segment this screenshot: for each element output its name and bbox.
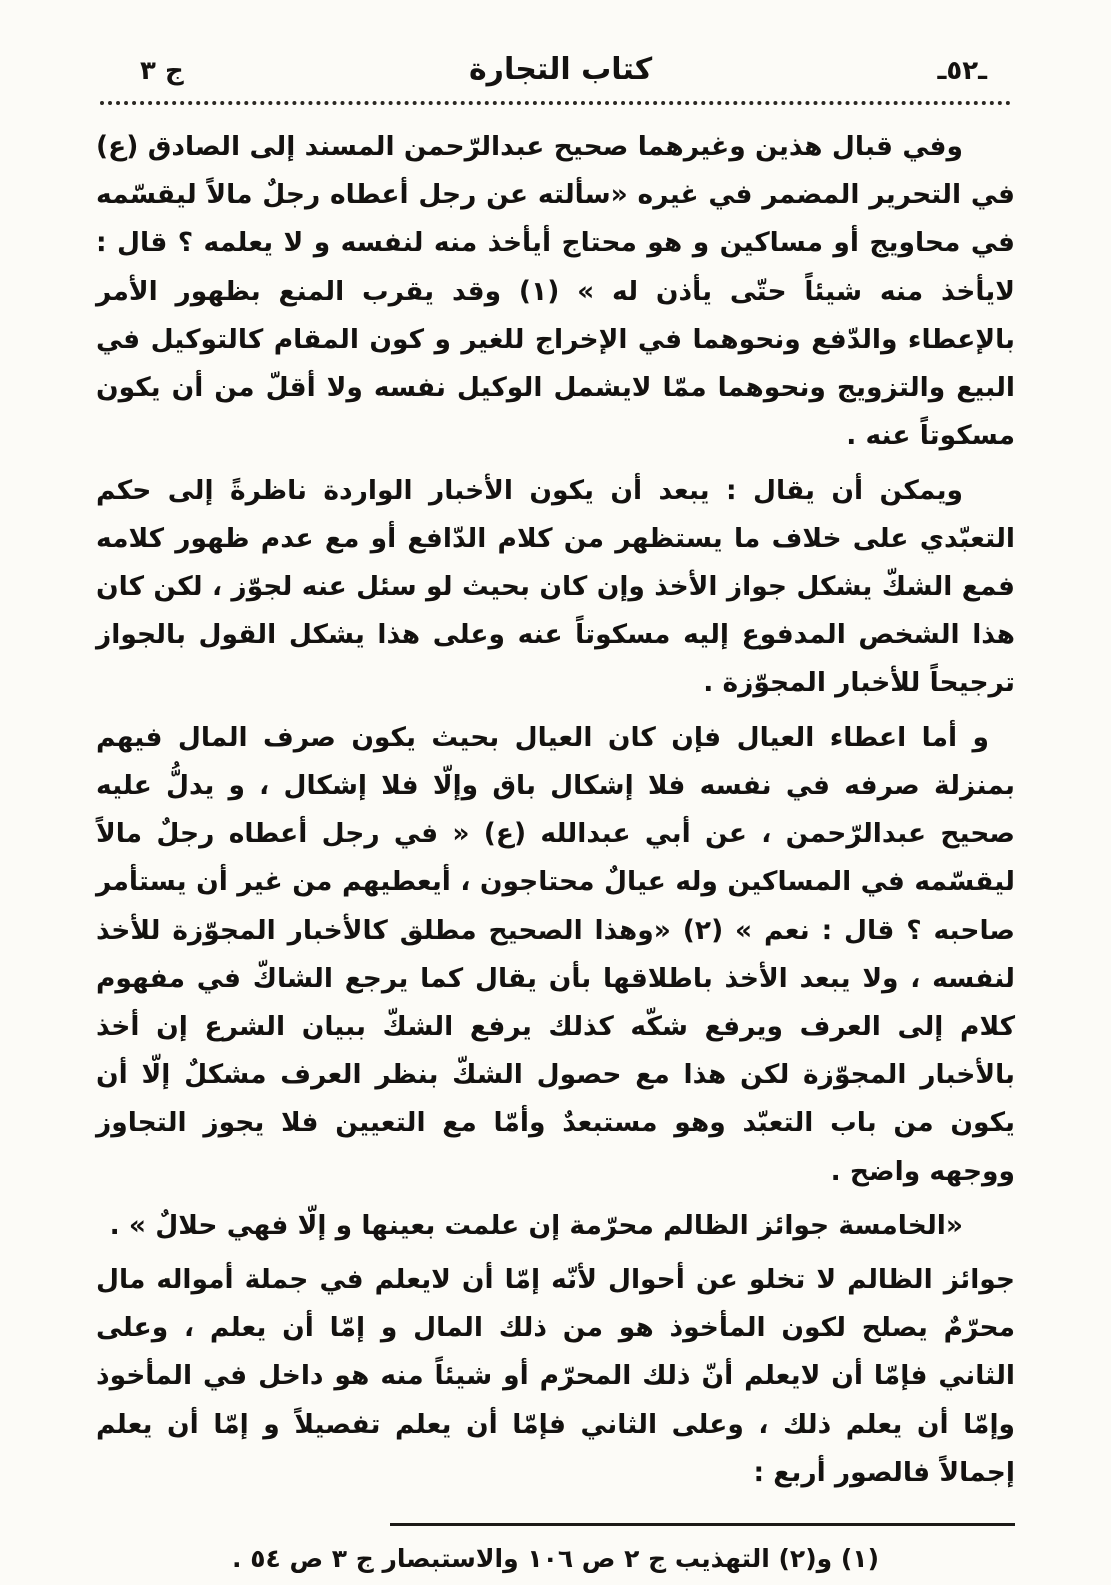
paragraph-3: و أما اعطاء العيال فإن كان العيال بحيث يكون صرف المال فيهم بمنزلة صرفه في نفسه فلا إشكال باق وإلّا فلا إشكال ، و يدلُّ عليه صحيح عبدالرّحمن ، عن أبي عبدالله (ع) « في رجل أعطاه رجلٌ مالاً ليقسّمه في المساكين وله عيالٌ محتاجون ، أيعطيهم من غير أن يستأمر صاحبه ؟ قال : نعم » (٢) «وهذا الصحيح مطلق كالأخبار المجوّزة للأخذ لنفسه ، ولا يبعد الأخذ باطلاقها بأن يقال كما يرجع الشاكّ في مفهوم كلام إلى العرف ويرفع شكّه كذلك يرفع الشكّ ببيان الشرع إن أخذ بالأخبار المجوّزة لكن هذا مع حصول الشكّ بنظر العرف مشكلٌ إلّا أن يكون من باب التعبّد وهو مستبعدٌ وأمّا مع التعيين فلا يجوز التجاوز ووجهه واضح . xyxy=(96,721,1015,1187)
page-header xyxy=(96,52,1015,87)
volume-number: ج ٣ xyxy=(140,56,184,86)
section-heading-rest: جوائز الظالم محرّمة إن علمت بعينها و إلّا فهي حلالٌ » . xyxy=(109,1209,839,1241)
paragraph-4: جوائز الظالم لا تخلو عن أحوال لأنّه إمّا أن لايعلم في جملة أمواله مال محرّمٌ يصلح لكون المأخوذ هو من ذلك المال و إمّا أن يعلم ، وعلى الثاني فإمّا أن لايعلم أنّ ذلك المحرّم أو شيئاً منه هو داخل في المأخوذ وإمّا أن يعلم ذلك ، وعلى الثاني فإمّا أن يعلم تفصيلاً و إمّا أن يعلم إجمالاً فالصور أربع : xyxy=(96,1264,1015,1488)
section-heading-lead: «الخامسة xyxy=(838,1209,963,1241)
page-footer xyxy=(96,1544,1015,1573)
header-divider xyxy=(100,101,1011,105)
footnote-divider xyxy=(390,1523,1015,1526)
page-body xyxy=(96,123,1015,1497)
paragraph-2: ويمكن أن يقال : يبعد أن يكون الأخبار الواردة ناظرةً إلى حكم التعبّدي على خلاف ما يستظهر من كلام الدّافع أو مع عدم ظهور كلامه فمع الشكّ يشكل جواز الأخذ وإن كان بحيث لو سئل عنه لجوّز ، لكن كان هذا الشخص المدفوع إليه مسكوتاً عنه وعلى هذا يشكل القول بالجواز ترجيحاً للأخبار المجوّزة . xyxy=(96,474,1015,699)
book-title: كتاب التجارة xyxy=(468,52,653,87)
section-heading xyxy=(96,1202,1015,1250)
footnote: (١) و(٢) التهذيب ج ٢ ص ١٠٦ والاستبصار ج ٣ ص ٥٤ . xyxy=(232,1544,879,1574)
page-number: ـ٥٢ـ xyxy=(937,56,987,86)
paragraph-1: وفي قبال هذين وغيرهما صحيح عبدالرّحمن المسند إلى الصادق (ع) في التحرير المضمر في غيره «سألته عن رجل أعطاه رجلٌ مالاً ليقسّمه في محاويج أو مساكين و هو محتاج أيأخذ منه لنفسه و لا يعلمه ؟ قال : لايأخذ منه شيئاً حتّى يأذن له » (١) وقد يقرب المنع بظهور الأمر بالإعطاء والدّفع ونحوهما في الإخراج للغير و كون المقام كالتوكيل في البيع والتزويج ونحوهما ممّا لايشمل الوكيل نفسه ولا أقلّ من أن يكون مسكوتاً عنه . xyxy=(96,131,1015,452)
